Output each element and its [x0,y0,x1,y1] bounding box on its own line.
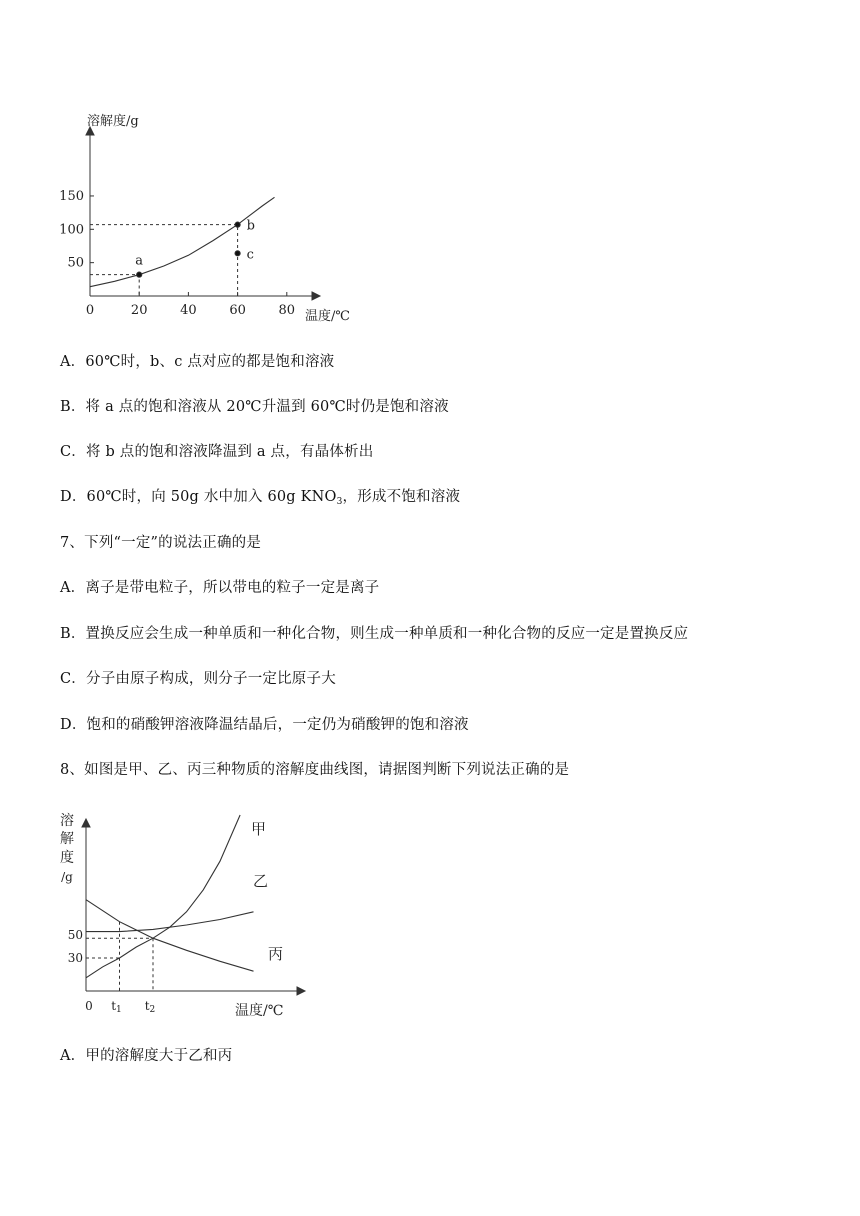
x-axis-arrow [312,292,320,300]
y-axis-label-char: 度 [60,850,74,866]
y-tick-label: 50 [67,927,83,942]
origin-label: 0 [85,999,93,1013]
series-label: 乙 [253,872,269,890]
q6-option-c: C．将 b 点的饱和溶液降温到 a 点，有晶体析出 [60,444,374,460]
q6-option-a: A．60℃时，b、c 点对应的都是饱和溶液 [60,354,335,370]
q6-option-d-text: D．60℃时，向 50g 水中加入 60g KNO [60,489,337,505]
point-label-b: b [246,218,255,234]
solubility-curve [90,197,275,286]
point-c [235,251,240,256]
x-tick-label: t1 [111,999,122,1015]
q8-option-a: A．甲的溶解度大于乙和丙 [60,1048,233,1064]
q6-option-d-tail: ，形成不饱和溶液 [342,489,461,505]
q8-stem: 8、如图是甲、乙、丙三种物质的溶解度曲线图，请据图判断下列说法正确的是 [60,762,570,778]
point-a [137,272,142,277]
q7-option-b: B．置换反应会生成一种单质和一种化合物，则生成一种单质和一种化合物的反应一定是置换反应 [60,626,689,642]
y-tick-label: 50 [67,255,84,271]
q6-option-b: B．将 a 点的饱和溶液从 20℃升温到 60℃时仍是饱和溶液 [60,399,449,415]
y-axis-label-char: /g [61,870,73,884]
y-axis-label-char: 解 [60,831,74,847]
x-tick-label: 0 [85,303,95,318]
x-tick-label: 80 [278,303,296,318]
q7-option-a: A．离子是带电粒子，所以带电的粒子一定是离子 [60,580,380,596]
q6-option-d-subscript: 3 [336,497,343,507]
series-label: 甲 [251,820,267,838]
q7-option-c: C．分子由原子构成，则分子一定比原子大 [60,671,336,687]
y-tick-label: 30 [67,951,83,965]
y-tick-label: 100 [59,222,84,238]
series-label: 丙 [268,945,284,963]
x-tick-label: 40 [180,303,197,318]
solubility-chart-1 [55,105,385,330]
q7-stem: 7、下列“一定”的说法正确的是 [60,535,262,551]
guide-b [90,225,238,296]
x-axis-label: 温度/℃ [305,309,350,324]
solubility-chart-2 [55,805,315,1025]
q7-option-d: D．饱和的硝酸钾溶液降温结晶后，一定仍为硝酸钾的饱和溶液 [60,717,469,733]
x-axis-arrow [297,987,305,995]
point-label-c: c [246,247,254,263]
x-tick-label: 60 [229,303,246,318]
q6-option-d [60,487,460,507]
y-axis-label: 溶解度/g [87,114,139,129]
x-tick-label: t2 [144,999,156,1015]
curve-2 [86,912,254,932]
curve-1 [86,815,240,978]
point-b [235,222,240,227]
x-tick-label: 20 [130,303,148,318]
point-label-a: a [135,253,143,269]
curve-3 [86,900,254,972]
y-tick-label: 150 [59,188,84,204]
x-axis-label: 温度/℃ [235,1003,284,1019]
y-axis-arrow [82,819,90,827]
y-axis-label-char: 溶 [60,813,74,829]
